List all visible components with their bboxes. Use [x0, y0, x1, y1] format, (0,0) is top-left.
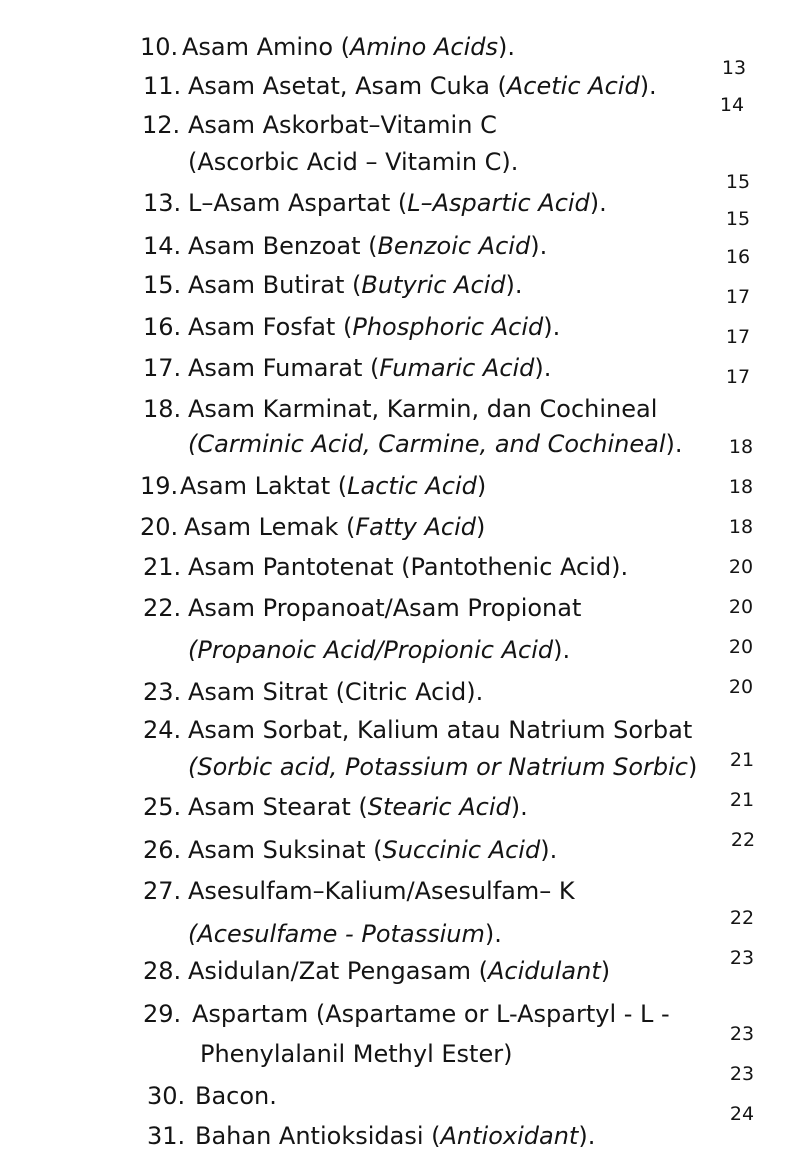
- entry-title-italic-part: Lactic Acid: [347, 472, 477, 500]
- entry-number: 11.: [143, 72, 182, 100]
- entry-number: 26.: [143, 836, 182, 864]
- toc-entry: [147, 1122, 596, 1150]
- toc-entry: [147, 1082, 277, 1110]
- entry-number: 14.: [143, 232, 182, 260]
- toc-entry: [143, 313, 561, 341]
- entry-number: 16.: [143, 313, 182, 341]
- toc-entry: [143, 232, 548, 260]
- entry-title-part: ).: [578, 1122, 596, 1150]
- page-number: 21: [729, 749, 755, 771]
- entry-title-italic-part: Amino Acids: [350, 33, 499, 61]
- entry-title-italic-part: Butyric Acid: [361, 271, 506, 299]
- entry-title-part: Asidulan/Zat Pengasam (: [188, 957, 489, 985]
- entry-title-part: Asam Amino (: [182, 33, 350, 61]
- entry-title: [188, 148, 518, 176]
- entry-number: 12.: [142, 111, 181, 139]
- page-number: 16: [725, 246, 751, 268]
- entry-number: 27.: [143, 877, 182, 905]
- entry-title-part: ).: [534, 354, 552, 382]
- page-number: 18: [728, 436, 754, 458]
- toc-entry: [140, 513, 486, 541]
- entry-title: [188, 753, 697, 781]
- entry-title-part: Asam Fumarat (: [188, 354, 380, 382]
- entry-title: [195, 1122, 595, 1150]
- entry-title-part: Asam Benzoat (: [188, 232, 378, 260]
- entry-number: 25.: [143, 793, 182, 821]
- entry-title: [188, 271, 523, 299]
- entry-title-italic-part: Phosphoric Acid: [352, 313, 544, 341]
- toc-entry: [143, 395, 658, 423]
- toc-entry: [143, 957, 611, 985]
- entry-title: [188, 553, 628, 581]
- entry-title: [188, 72, 657, 100]
- toc-entry: [140, 33, 516, 61]
- entry-title-italic-part: (Sorbic acid, Potassium or Natrium Sorbic: [188, 753, 688, 781]
- entry-title: [188, 111, 497, 139]
- entry-title: [188, 354, 551, 382]
- entry-title-part: ).: [530, 232, 548, 260]
- entry-title-part: Asam Pantotenat (Pantothenic Acid).: [188, 553, 629, 581]
- entry-title-part: Asam Sorbat, Kalium atau Natrium Sorbat: [188, 716, 693, 744]
- entry-title: [188, 877, 575, 905]
- toc-entry: [143, 72, 657, 100]
- entry-title: [182, 33, 515, 61]
- toc-entry: [143, 354, 552, 382]
- page-number: 20: [728, 556, 754, 578]
- entry-number: 19.: [140, 472, 179, 500]
- entry-title-part: ).: [498, 33, 516, 61]
- entry-title-part: Phenylalanil Methyl Ester): [200, 1040, 513, 1068]
- entry-title-part: ): [476, 513, 486, 541]
- entry-title-part: ).: [543, 313, 561, 341]
- entry-title: [188, 313, 560, 341]
- page-number: 20: [728, 636, 754, 658]
- entry-title: [180, 472, 486, 500]
- entry-title-part: Asam Laktat (: [180, 472, 348, 500]
- entry-number: 21.: [143, 553, 182, 581]
- entry-title-italic-part: L–Aspartic Acid: [407, 189, 590, 217]
- toc-entry: [142, 111, 497, 139]
- page-number: 20: [728, 596, 754, 618]
- entry-number: 30.: [147, 1082, 186, 1110]
- page-number: 23: [729, 1023, 755, 1045]
- entry-title-part: ): [476, 472, 487, 500]
- entry-title-part: (Ascorbic Acid – Vitamin C).: [188, 148, 519, 176]
- entry-number: 24.: [143, 716, 182, 744]
- page-number: 14: [719, 94, 745, 116]
- entry-title-part: Asam Propanoat/Asam Propionat: [188, 594, 582, 622]
- toc-entry: [143, 1000, 670, 1028]
- entry-number: 23.: [143, 678, 182, 706]
- toc-entry: [140, 472, 487, 500]
- entry-title: [184, 513, 485, 541]
- page-number: 13: [721, 57, 747, 79]
- entry-title-italic-part: Fumaric Acid: [379, 354, 535, 382]
- page-number: 22: [729, 907, 755, 929]
- entry-title-part: L–Asam Aspartat (: [188, 189, 408, 217]
- page-number: 17: [725, 326, 751, 348]
- toc-entry: [143, 553, 629, 581]
- entry-title-part: Asam Askorbat–Vitamin C: [188, 111, 497, 139]
- page-number: 17: [725, 366, 751, 388]
- entry-number: 15.: [143, 271, 182, 299]
- entry-title: [188, 678, 483, 706]
- entry-title-italic-part: Stearic Acid: [367, 793, 511, 821]
- entry-title: [192, 1000, 670, 1028]
- entry-title: [188, 957, 610, 985]
- page-number: 18: [728, 476, 754, 498]
- entry-title: [188, 594, 581, 622]
- entry-title-part: Bahan Antioksidasi (: [195, 1122, 441, 1150]
- page-number: 15: [725, 208, 751, 230]
- page-number: 20: [728, 676, 754, 698]
- toc-entry: [143, 877, 575, 905]
- entry-title: [188, 189, 607, 217]
- entry-title: [188, 232, 547, 260]
- entry-title-part: ).: [510, 793, 528, 821]
- entry-title-italic-part: Acidulant: [488, 957, 601, 985]
- entry-title-part: Asam Karminat, Karmin, dan Cochineal: [188, 395, 658, 423]
- entry-number: 18.: [143, 395, 182, 423]
- entry-title-part: Asam Butirat (: [188, 271, 362, 299]
- page-number: 21: [729, 789, 755, 811]
- entry-title-part: Asam Sitrat (Citric Acid).: [188, 678, 484, 706]
- entry-number: 10.: [140, 33, 179, 61]
- entry-title-italic-part: Benzoic Acid: [377, 232, 531, 260]
- entry-number: 29.: [143, 1000, 182, 1028]
- toc-entry: [143, 594, 582, 622]
- page-number: 17: [725, 286, 751, 308]
- toc-entry: [143, 189, 607, 217]
- page-number: 23: [729, 1063, 755, 1085]
- page-number: 22: [730, 829, 756, 851]
- entry-title: [195, 1082, 277, 1110]
- entry-title-italic-part: (Carminic Acid, Carmine, and Cochineal: [188, 430, 666, 458]
- entry-title-italic-part: (Acesulfame - Potassium: [188, 920, 485, 948]
- entry-title-part: ).: [665, 430, 683, 458]
- entry-title-part: Asam Suksinat (: [188, 836, 383, 864]
- entry-title-part: Bacon.: [195, 1082, 277, 1110]
- entry-title: [188, 920, 502, 948]
- entry-title-part: ): [688, 753, 698, 781]
- entry-title-italic-part: Antioxidant: [440, 1122, 579, 1150]
- toc-entry: [143, 678, 484, 706]
- entry-title: [188, 793, 528, 821]
- entry-number: 28.: [143, 957, 182, 985]
- entry-title-part: ).: [639, 72, 657, 100]
- toc-entry: [143, 716, 693, 744]
- entry-number: 13.: [143, 189, 182, 217]
- entry-title: [188, 636, 570, 664]
- entry-title-italic-part: Succinic Acid: [382, 836, 541, 864]
- entry-title: [200, 1040, 512, 1068]
- entry-title-part: Asam Stearat (: [188, 793, 368, 821]
- entry-number: 17.: [143, 354, 182, 382]
- entry-title-part: ).: [553, 636, 571, 664]
- entry-title-part: ): [600, 957, 611, 985]
- entry-title-part: ).: [484, 920, 502, 948]
- entry-number: 31.: [147, 1122, 186, 1150]
- entry-title-italic-part: (Propanoic Acid/Propionic Acid: [188, 636, 554, 664]
- entry-number: 22.: [143, 594, 182, 622]
- entry-title-part: ).: [589, 189, 607, 217]
- toc-entry: [143, 793, 528, 821]
- entry-title-part: Asam Fosfat (: [188, 313, 353, 341]
- entry-title-italic-part: Acetic Acid: [506, 72, 640, 100]
- entry-number: 20.: [140, 513, 179, 541]
- entry-title-part: Asam Asetat, Asam Cuka (: [188, 72, 507, 100]
- page-number: 18: [728, 516, 754, 538]
- page-number: 23: [729, 947, 755, 969]
- entry-title: [188, 836, 557, 864]
- entry-title-part: Aspartam (Aspartame or L-Aspartyl - L -: [192, 1000, 670, 1028]
- page-number: 15: [725, 171, 751, 193]
- entry-title: [188, 430, 682, 458]
- entry-title-part: ).: [540, 836, 558, 864]
- page-number: 24: [729, 1103, 755, 1125]
- toc-entry: [143, 271, 523, 299]
- toc-entry: [143, 836, 558, 864]
- entry-title-italic-part: Fatty Acid: [355, 513, 477, 541]
- entry-title-part: Asesulfam–Kalium/Asesulfam– K: [188, 877, 575, 905]
- entry-title: [188, 716, 692, 744]
- entry-title: [188, 395, 657, 423]
- entry-title-part: ).: [505, 271, 523, 299]
- entry-title-part: Asam Lemak (: [184, 513, 356, 541]
